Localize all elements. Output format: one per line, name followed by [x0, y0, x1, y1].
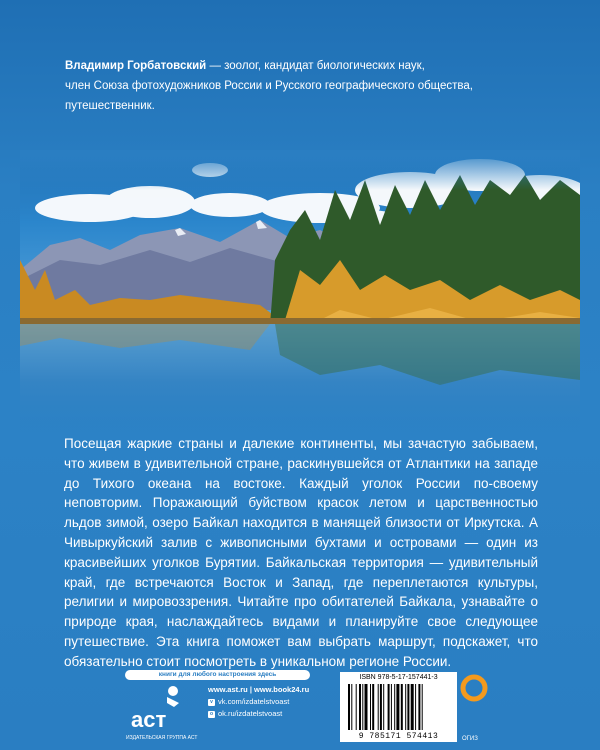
barcode-bar	[396, 684, 399, 730]
barcode-bar	[370, 684, 371, 730]
description-text: Посещая жаркие страны и далекие континенты, мы зачастую забываем, что живем в удивительной стране, раскинувшейся от Атлантики на западе до Тихого океана на востоке. Каждый уголок России по-своему неповторим. Поражающий буйством красок летом и царственностью льдов зимой, озеро Байкал находится в манящей близости от Иркутска. А Чивыркуйский залив с живописными бухтами и островами — один из красивейших уголков Бурятии. Байкальская территория — удивительный край, где встречаются Восток и Запад, где переплетаются культуры, религии и мировоззрения. Читайте про обитателей Байкала, узнавайте о природе края, наслаждайтесь видами и планируйте свое следующее путешествие. Эта книга поможет вам выбрать маршрут, подскажет, что обязательно стоит посмотреть в уникальном регионе России.	[64, 436, 538, 669]
ok-row[interactable]	[208, 708, 309, 720]
publisher-tagline: книги для любого настроения здесь	[125, 670, 310, 680]
barcode-bar	[405, 684, 406, 730]
barcode-icon	[346, 684, 451, 732]
author-desc-2: член Союза фотохудожников России и Русского географического общества,	[65, 80, 473, 92]
ast-logo-text: аст	[131, 707, 167, 732]
ok-link[interactable]: ok.ru/izdatelstvoast	[218, 709, 283, 718]
barcode-bar	[380, 684, 382, 730]
vk-link[interactable]: vk.com/izdatelstvoast	[218, 697, 290, 706]
barcode-bar	[415, 684, 416, 730]
lake-photo	[20, 150, 580, 440]
author-desc-3: путешественник.	[65, 100, 155, 112]
barcode-bar	[372, 684, 374, 730]
author-desc-1: — зоолог, кандидат биологических наук,	[206, 60, 425, 72]
isbn-label: ISBN 978-5-17-157441-3	[359, 674, 438, 681]
barcode-number: 9 785171 574413	[358, 732, 439, 741]
barcode-bar	[422, 684, 423, 730]
barcode-bar	[418, 684, 420, 730]
barcode-bar	[378, 684, 379, 730]
barcode-panel	[340, 672, 457, 742]
barcode-bar	[388, 684, 390, 730]
barcode-bar	[356, 684, 357, 730]
ok-icon: o	[209, 710, 214, 717]
author-bio	[65, 56, 545, 116]
websites-row[interactable]	[208, 684, 309, 696]
ogiz-label: ОГИЗ	[462, 736, 478, 742]
ogiz-logo-icon	[460, 674, 488, 702]
barcode-bar	[365, 684, 368, 730]
vk-icon: v	[208, 699, 215, 706]
publisher-group-label: ИЗДАТЕЛЬСКАЯ ГРУППА АСТ	[126, 735, 198, 741]
author-name: Владимир Горбатовский	[65, 60, 207, 72]
websites-text[interactable]: www.ast.ru | www.book24.ru	[208, 685, 310, 694]
barcode-bar	[407, 684, 409, 730]
barcode-bar	[359, 684, 361, 730]
vk-row[interactable]	[208, 696, 309, 708]
barcode-bar	[383, 684, 384, 730]
barcode-bar	[391, 684, 392, 730]
barcode-bar	[401, 684, 403, 730]
barcode-bar	[351, 684, 352, 730]
barcode-bar	[362, 684, 363, 730]
barcode-bar	[411, 684, 414, 730]
ast-logo	[127, 683, 191, 741]
publisher-links	[208, 684, 309, 720]
barcode-bar	[348, 684, 350, 730]
lake-illustration	[20, 150, 580, 440]
barcode-bar	[394, 684, 395, 730]
